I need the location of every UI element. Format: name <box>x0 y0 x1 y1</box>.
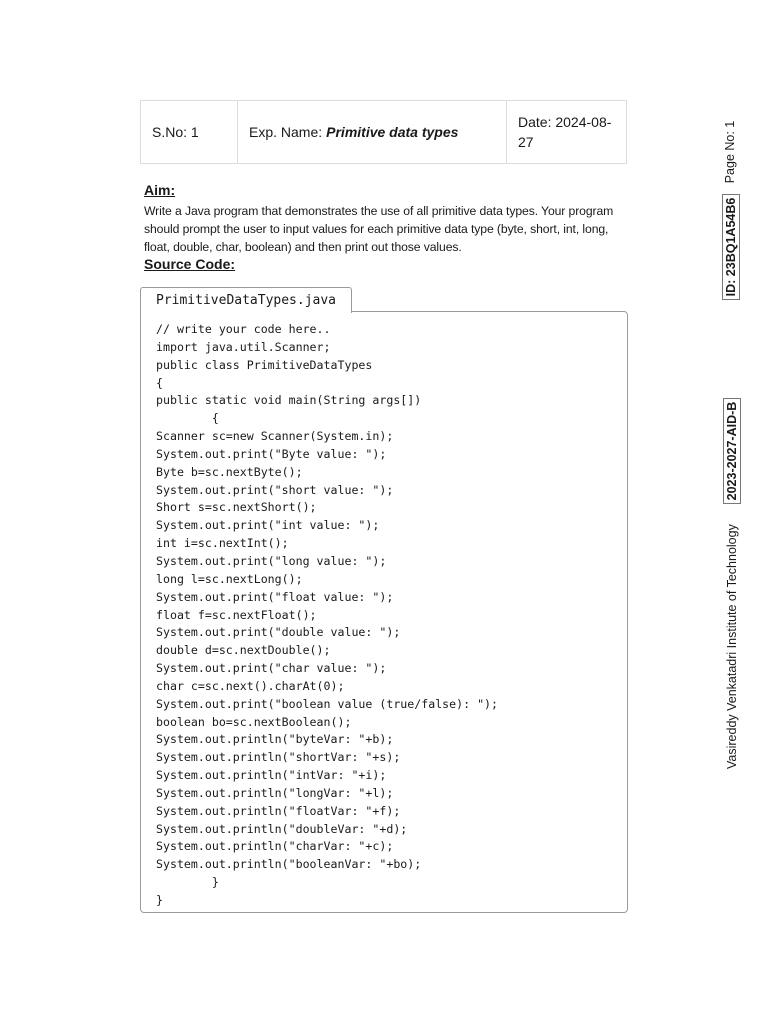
code-lines <box>141 312 627 910</box>
serial-number-cell <box>141 101 238 163</box>
code-line: { <box>156 411 219 426</box>
code-line: System.out.print("boolean value (true/false): "); <box>156 696 499 711</box>
code-line: System.out.print("double value: "); <box>156 625 401 640</box>
code-block <box>140 311 628 913</box>
experiment-name-cell <box>238 101 507 163</box>
code-line: System.out.println("longVar: "+l); <box>156 785 394 800</box>
code-line: { <box>156 375 163 390</box>
code-line: System.out.print("int value: "); <box>156 518 380 533</box>
code-line: System.out.println("floatVar: "+f); <box>156 803 401 818</box>
page-number: Page No: 1 <box>723 120 737 184</box>
code-line: Byte b=sc.nextByte(); <box>156 464 303 479</box>
experiment-name-value: Primitive data types <box>326 124 459 140</box>
experiment-header-table <box>140 100 627 164</box>
code-line: System.out.println("byteVar: "+b); <box>156 732 394 747</box>
code-line: System.out.println("intVar: "+i); <box>156 768 387 783</box>
code-line: import java.util.Scanner; <box>156 339 331 354</box>
code-line: public static void main(String args[]) <box>156 393 422 408</box>
student-id: ID: 23BQ1A54B6 <box>724 188 738 306</box>
code-line: float f=sc.nextFloat(); <box>156 607 317 622</box>
code-line: System.out.print("float value: "); <box>156 589 394 604</box>
code-line: Scanner sc=new Scanner(System.in); <box>156 429 394 444</box>
code-line: boolean bo=sc.nextBoolean(); <box>156 714 352 729</box>
experiment-date: Date: 2024-08-27 <box>518 114 612 150</box>
aim-description: Write a Java program that demonstrates the use of all primitive data types. Your program should prompt the user to input values for each primitive data type (byte, short, int, long, float, double, char, boolean) and then print out those values. <box>144 204 614 254</box>
code-line: System.out.print("short value: "); <box>156 482 394 497</box>
code-line: char c=sc.next().charAt(0); <box>156 678 345 693</box>
code-line: System.out.println("shortVar: "+s); <box>156 750 401 765</box>
filename-tab: PrimitiveDataTypes.java <box>140 287 352 313</box>
experiment-name-label: Exp. Name: <box>249 124 323 140</box>
code-line: System.out.println("doubleVar: "+d); <box>156 821 408 836</box>
code-line: Short s=sc.nextShort(); <box>156 500 317 515</box>
code-line: public class PrimitiveDataTypes <box>156 357 373 372</box>
code-line: System.out.print("char value: "); <box>156 661 387 676</box>
code-line: System.out.println("booleanVar: "+bo); <box>156 857 422 872</box>
code-line: double d=sc.nextDouble(); <box>156 643 331 658</box>
code-line: } <box>156 893 163 907</box>
institute-name: Vasireddy Venkatadri Institute of Technology <box>725 524 739 769</box>
serial-number: S.No: 1 <box>152 124 199 140</box>
batch-label: 2023-2027-AID-B <box>725 395 739 507</box>
code-line: // write your code here.. <box>156 322 331 336</box>
source-code-heading: Source Code: <box>144 256 236 272</box>
code-line: System.out.println("charVar: "+c); <box>156 839 394 854</box>
aim-heading: Aim: <box>144 182 176 198</box>
code-line: System.out.print("long value: "); <box>156 553 387 568</box>
code-line: int i=sc.nextInt(); <box>156 536 289 551</box>
code-line: long l=sc.nextLong(); <box>156 571 303 586</box>
date-cell <box>507 101 626 163</box>
code-line: } <box>156 875 219 890</box>
code-line: System.out.print("Byte value: "); <box>156 446 387 461</box>
